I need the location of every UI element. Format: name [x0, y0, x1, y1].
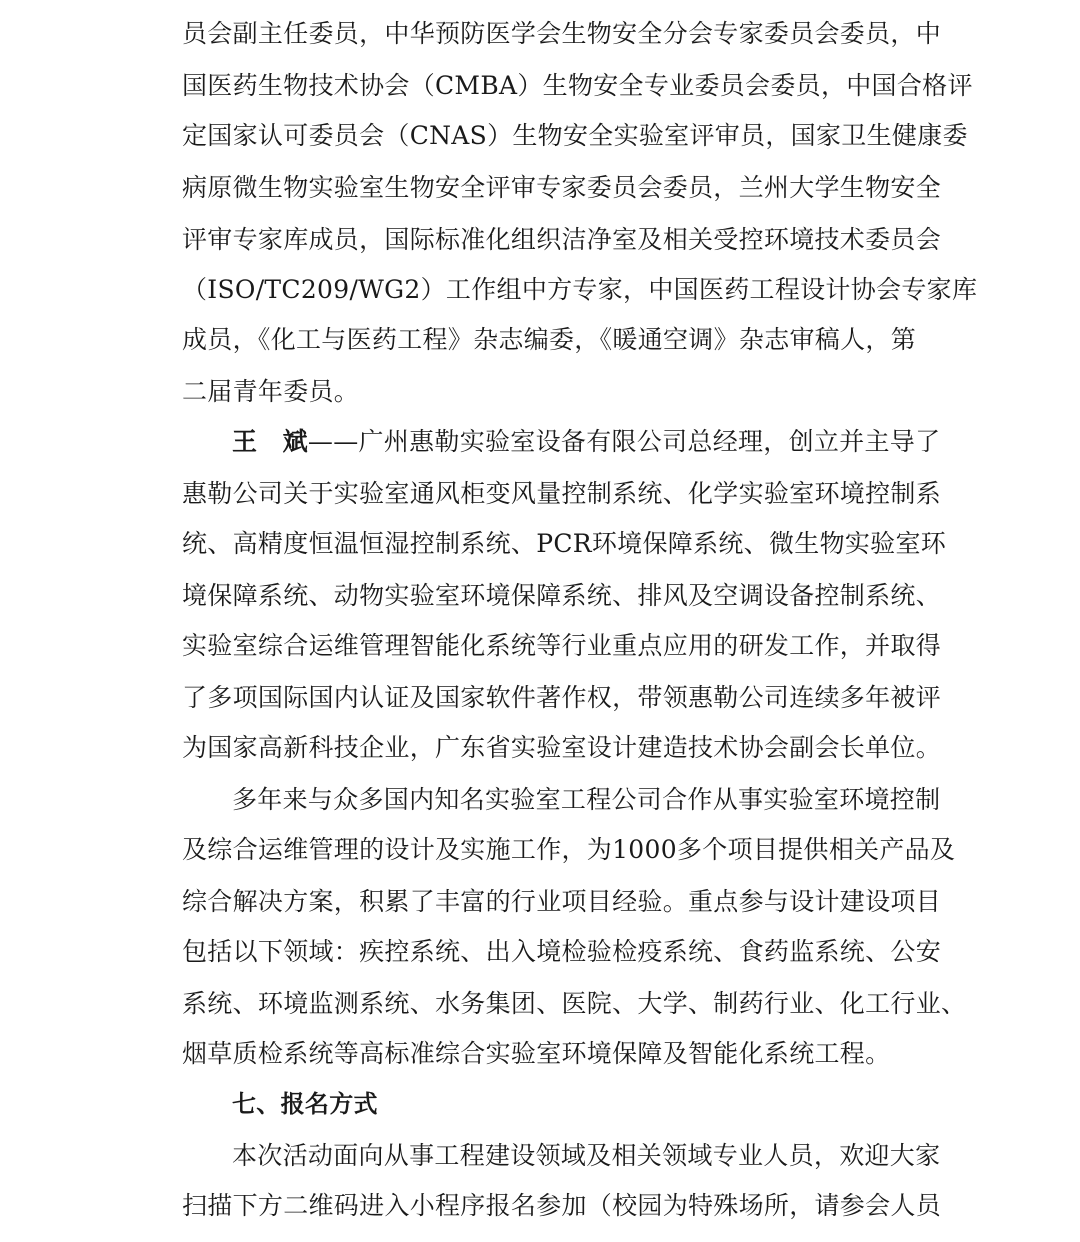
paragraph-line: 病原微生物实验室生物安全评审专家委员会委员，兰州大学生物安全: [182, 173, 942, 202]
paragraph-line: （ISO/TC209/WG2）工作组中方专家，中国医药工程设计协会专家库: [182, 275, 978, 304]
paragraph-line: 员会副主任委员，中华预防医学会生物安全分会专家委员会委员，中: [182, 19, 942, 48]
bio-first-line: [232, 422, 941, 462]
paragraph-line: 及综合运维管理的设计及实施工作，为1000多个项目提供相关产品及: [182, 835, 956, 864]
person-name: 王 斌: [232, 427, 308, 456]
paragraph-line: 惠勒公司关于实验室通风柜变风量控制系统、化学实验室环境控制系: [182, 479, 942, 508]
section-heading: 七、报名方式: [232, 1090, 378, 1118]
paragraph-line: 二届青年委员。: [182, 377, 360, 406]
paragraph-line: 扫描下方二维码进入小程序报名参加（校园为特殊场所，请参会人员: [182, 1191, 942, 1220]
paragraph-line: 包括以下领域：疾控系统、出入境检验检疫系统、食药监系统、公安: [182, 937, 942, 966]
paragraph-line: 了多项国际国内认证及国家软件著作权，带领惠勒公司连续多年被评: [182, 683, 942, 712]
paragraph-first-line: 多年来与众多国内知名实验室工程公司合作从事实验室环境控制: [232, 785, 941, 814]
paragraph-line: 评审专家库成员，国际标准化组织洁净室及相关受控环境技术委员会: [182, 225, 942, 254]
paragraph-line: 国医药生物技术协会（CMBA）生物安全专业委员会委员，中国合格评: [182, 71, 973, 100]
paragraph-line: 为国家高新科技企业，广东省实验室设计建造技术协会副会长单位。: [182, 733, 942, 762]
paragraph-line: 综合解决方案，积累了丰富的行业项目经验。重点参与设计建设项目: [182, 887, 942, 916]
paragraph-line: 烟草质检系统等高标准综合实验室环境保障及智能化系统工程。: [182, 1039, 891, 1068]
bio-intro-text: ——广州惠勒实验室设备有限公司总经理，创立并主导了: [307, 427, 941, 456]
paragraph-line: 境保障系统、动物实验室环境保障系统、排风及空调设备控制系统、: [182, 581, 942, 610]
paragraph-line: 成员，《化工与医药工程》杂志编委，《暖通空调》杂志审稿人，第: [182, 325, 917, 354]
paragraph-line: 实验室综合运维管理智能化系统等行业重点应用的研发工作，并取得: [182, 631, 942, 660]
paragraph-first-line: 本次活动面向从事工程建设领域及相关领域专业人员，欢迎大家: [232, 1141, 941, 1170]
paragraph-line: 定国家认可委员会（CNAS）生物安全实验室评审员，国家卫生健康委: [182, 121, 968, 150]
paragraph-line: 统、高精度恒温恒湿控制系统、PCR环境保障系统、微生物实验室环: [182, 529, 947, 558]
paragraph-line: 系统、环境监测系统、水务集团、医院、大学、制药行业、化工行业、: [182, 989, 967, 1018]
